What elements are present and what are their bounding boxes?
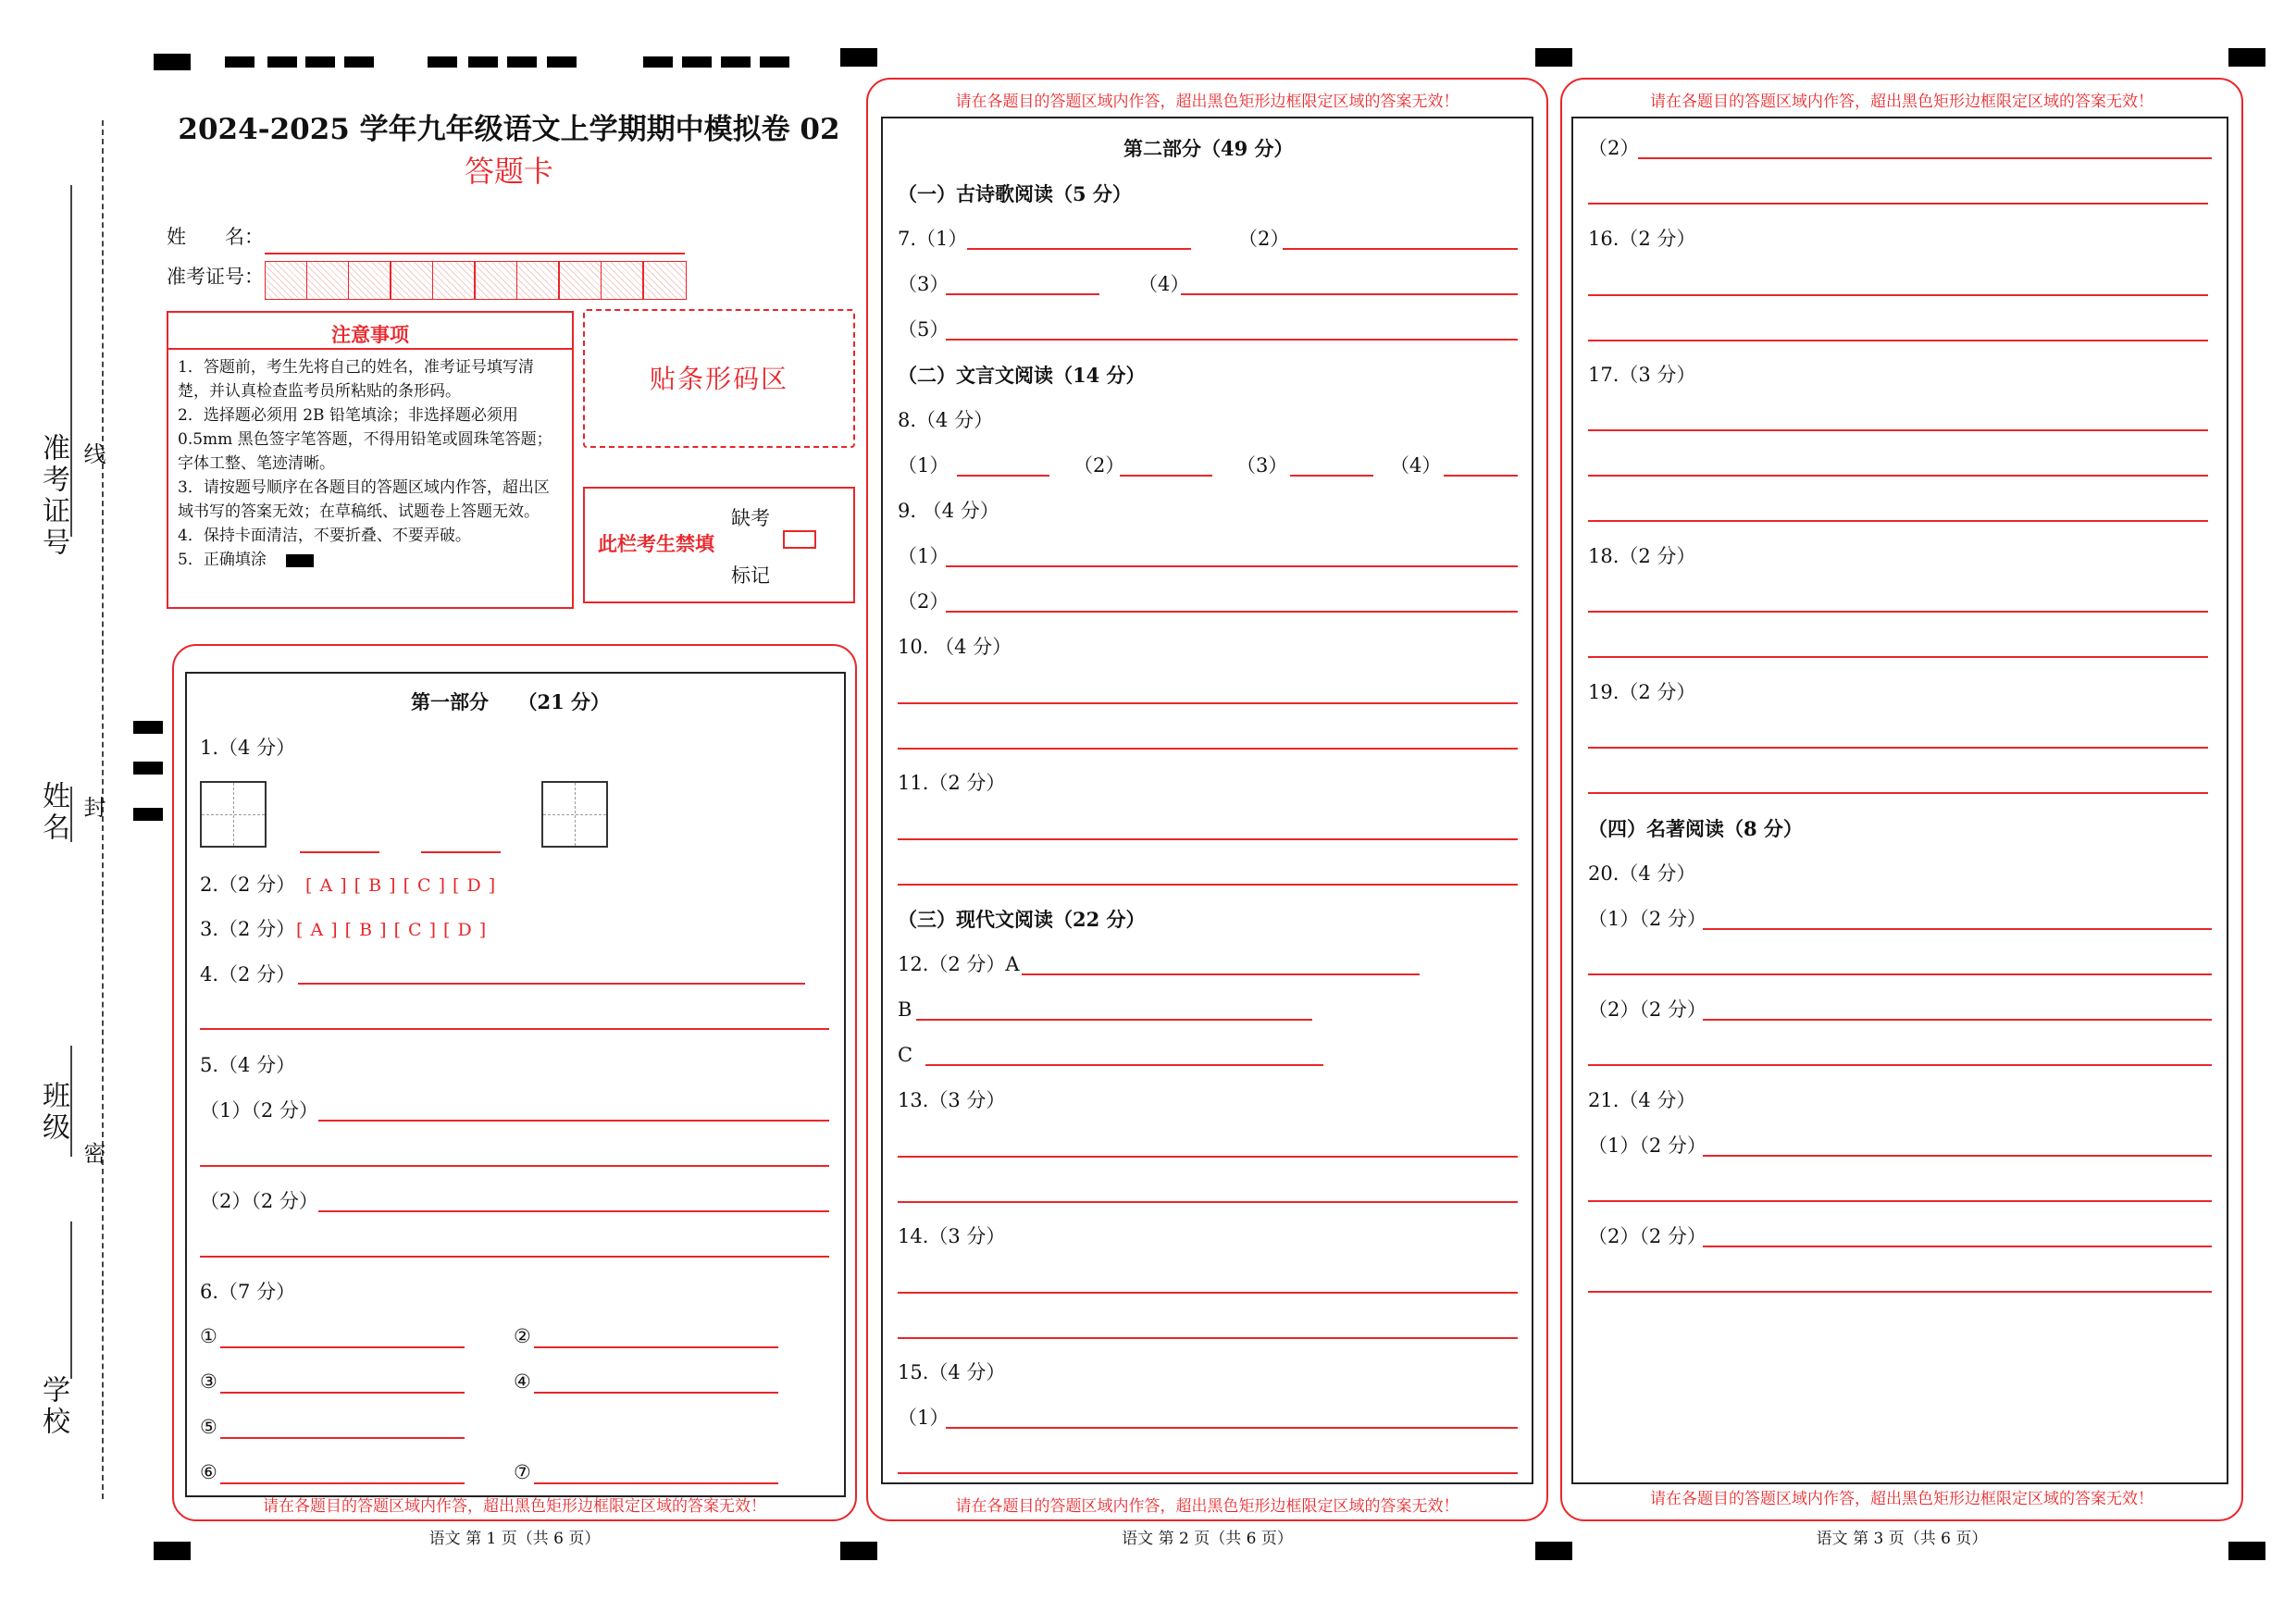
timing-mark (305, 56, 335, 68)
timing-mark (760, 56, 789, 68)
answer-line[interactable] (957, 475, 1049, 477)
binding-solid-line (70, 1221, 72, 1379)
answer-line[interactable] (1444, 475, 1518, 477)
timing-mark (643, 56, 673, 68)
absent-mark-box[interactable] (783, 530, 816, 549)
answer-line[interactable] (318, 1210, 829, 1212)
q15-1-label: （1） (898, 1407, 949, 1429)
seal-feng: 封 (80, 796, 105, 818)
answer-line[interactable] (1588, 1200, 2212, 1202)
answer-line[interactable] (1638, 157, 2212, 159)
answer-line[interactable] (925, 1064, 1323, 1066)
q6-mark-7: ⑦ (514, 1461, 531, 1483)
answer-line[interactable] (946, 565, 1518, 567)
answer-line[interactable] (946, 1427, 1518, 1429)
timing-mark (1535, 48, 1572, 67)
section1-title: （一）古诗歌阅读（5 分） (898, 182, 1132, 205)
q5-1-label: （1）（2 分） (200, 1099, 318, 1122)
part1-title: 第一部分 （21 分） (411, 690, 611, 713)
answer-line[interactable] (200, 1256, 829, 1258)
q14-label: 14.（3 分） (898, 1225, 1006, 1247)
timing-mark (154, 54, 191, 70)
answer-line[interactable] (898, 1156, 1518, 1158)
timing-mark (225, 56, 254, 68)
q6-mark-3: ③ (200, 1370, 217, 1393)
answer-line[interactable] (1588, 475, 2208, 477)
q8-sub-4: （4） (1390, 454, 1442, 477)
q9-1-label: （1） (898, 545, 949, 567)
timing-mark (682, 56, 712, 68)
part2-title: 第二部分（49 分） (1123, 137, 1294, 160)
answer-line[interactable] (1588, 340, 2208, 341)
answer-line[interactable] (1703, 1155, 2212, 1157)
answer-line[interactable] (534, 1392, 778, 1394)
answer-line[interactable] (1588, 203, 2208, 205)
timing-mark (133, 762, 163, 775)
answer-line[interactable] (898, 1337, 1518, 1339)
answer-line[interactable] (1588, 429, 2208, 431)
answer-line[interactable] (318, 1120, 829, 1122)
answer-line[interactable] (220, 1346, 465, 1348)
q20-1-label: （1）（2 分） (1588, 908, 1706, 930)
q8-sub-2: （2） (1074, 454, 1125, 477)
answer-line[interactable] (946, 293, 1099, 295)
q3-label: 3.（2 分） (200, 918, 296, 940)
q9-2-label: （2） (898, 590, 949, 613)
answer-line[interactable] (1588, 792, 2208, 794)
q6-mark-2: ② (514, 1325, 531, 1347)
q1-answer-line[interactable] (421, 851, 501, 853)
q15-2-label: （2） (1588, 137, 1640, 159)
timing-mark (344, 56, 374, 68)
q16-label: 16.（2 分） (1588, 228, 1696, 250)
answer-line[interactable] (916, 1019, 1312, 1021)
answer-line[interactable] (200, 1165, 829, 1167)
warning-text: 请在各题目的答题区域内作答，超出黑色矩形边框限定区域的答案无效！ (1650, 1490, 2153, 1508)
answer-line[interactable] (220, 1437, 465, 1439)
notice-item: 4．保持卡面清洁，不要折叠、不要弄破。 (178, 527, 471, 545)
name-label: 姓 名： (167, 226, 264, 248)
q5-label: 5.（4 分） (200, 1054, 296, 1076)
answer-card-subtitle: 答题卡 (464, 154, 553, 189)
char-box[interactable] (200, 781, 267, 848)
answer-line[interactable] (200, 1028, 829, 1030)
q12-b-label: B (898, 998, 912, 1021)
column3-answer-box (1571, 117, 2228, 1484)
q20-label: 20.（4 分） (1588, 862, 1696, 885)
answer-line[interactable] (1588, 294, 2208, 296)
notice-item: 1．答题前，考生先将自己的姓名，准考证号填写清楚，并认真检查监考员所粘贴的条形码。 (178, 358, 534, 401)
name-field[interactable] (265, 253, 685, 254)
q1-answer-line[interactable] (300, 851, 379, 853)
q7-5-label: （5） (898, 318, 949, 341)
q17-label: 17.（3 分） (1588, 364, 1696, 386)
notice-item: 3．请按题号顺序在各题目的答题区域内作答，超出区域书写的答案无效；在草稿纸、试题卷上答题无效。 (178, 478, 550, 521)
q6-mark-6: ⑥ (200, 1461, 217, 1483)
page-footer: 语文 第 1 页（共 6 页） (428, 1530, 601, 1548)
timing-mark (2228, 48, 2265, 67)
q4-label: 4.（2 分） (200, 963, 296, 986)
answer-line[interactable] (1588, 656, 2208, 658)
answer-line[interactable] (898, 1201, 1518, 1203)
seal-mi: 密 (80, 1142, 105, 1164)
column2-answer-box (881, 117, 1533, 1484)
answer-line[interactable] (1181, 293, 1518, 295)
section2-title: （二）文言文阅读（14 分） (898, 364, 1146, 387)
notice-item: 2．选择题必须用 2B 铅笔填涂；非选择题必须用 0.5mm 黑色签字笔答题，不得用铅笔或圆珠笔答题；字体工整、笔迹清晰。 (178, 406, 552, 473)
q2-label: 2.（2 分） (200, 874, 296, 896)
answer-line[interactable] (946, 339, 1518, 341)
answer-line[interactable] (534, 1482, 778, 1484)
q2-options[interactable]: [ A ] [ B ] [ C ] [ D ] (305, 875, 497, 896)
barcode-label: 贴条形码区 (649, 364, 788, 394)
q6-mark-1: ① (200, 1325, 217, 1347)
barcode-area (583, 309, 855, 448)
timing-mark (721, 56, 751, 68)
answer-line[interactable] (298, 983, 805, 985)
answer-line[interactable] (1588, 1291, 2212, 1293)
id-label: 准考证号： (167, 266, 264, 288)
absent-mark-top: 缺考 (731, 507, 770, 529)
answer-line[interactable] (967, 248, 1191, 250)
answer-line[interactable] (1588, 520, 2208, 522)
answer-line[interactable] (1588, 1064, 2212, 1066)
q18-label: 18.（2 分） (1588, 545, 1696, 567)
q9-label: 9. （4 分） (898, 500, 999, 522)
answer-line[interactable] (898, 702, 1518, 704)
q6-mark-5: ⑤ (200, 1416, 217, 1438)
absent-label: 此栏考生禁填 (598, 532, 714, 555)
page-title: 2024-2025 学年九年级语文上学期期中模拟卷 02 (178, 113, 840, 146)
answer-line[interactable] (1022, 973, 1420, 975)
q12-label: 12.（2 分）A (898, 953, 1020, 975)
binding-solid-line (70, 1046, 72, 1157)
timing-mark (547, 56, 577, 68)
timing-mark (840, 48, 877, 67)
answer-line[interactable] (534, 1346, 778, 1348)
answer-line[interactable] (1703, 1019, 2212, 1021)
answer-line[interactable] (898, 884, 1518, 886)
q21-2-label: （2）（2 分） (1588, 1225, 1706, 1247)
side-class-label: 班级 (37, 1081, 69, 1144)
warning-text: 请在各题目的答题区域内作答，超出黑色矩形边框限定区域的答案无效！ (955, 1497, 1459, 1516)
notice-item: 5．正确填涂 (178, 551, 267, 569)
q6-mark-4: ④ (514, 1370, 531, 1393)
section3-title: （三）现代文阅读（22 分） (898, 908, 1146, 931)
answer-line[interactable] (1703, 1246, 2212, 1247)
q6-label: 6.（7 分） (200, 1281, 296, 1303)
answer-line[interactable] (1283, 248, 1518, 250)
q7-2-label: （2） (1238, 228, 1290, 250)
answer-line[interactable] (898, 838, 1518, 840)
q8-sub-1: （1） (898, 454, 949, 477)
warning-text: 请在各题目的答题区域内作答，超出黑色矩形边框限定区域的答案无效！ (263, 1497, 766, 1516)
q10-label: 10. （4 分） (898, 636, 1012, 658)
answer-line[interactable] (1703, 928, 2212, 930)
answer-line[interactable] (946, 611, 1518, 613)
timing-mark (468, 56, 498, 68)
answer-line[interactable] (1588, 611, 2208, 613)
answer-line[interactable] (1120, 475, 1212, 477)
side-school-label: 学校 (37, 1375, 69, 1438)
q1-label: 1.（4 分） (200, 737, 296, 759)
q13-label: 13.（3 分） (898, 1089, 1006, 1111)
q3-options[interactable]: [ A ] [ B ] [ C ] [ D ] (296, 920, 488, 940)
timing-mark (133, 721, 163, 734)
seal-xian: 线 (80, 442, 105, 465)
side-id-label: 准考证号 (37, 433, 69, 559)
warning-text: 请在各题目的答题区域内作答，超出黑色矩形边框限定区域的答案无效！ (1650, 93, 2153, 111)
answer-line[interactable] (898, 1292, 1518, 1294)
char-box[interactable] (541, 781, 608, 848)
filled-mark-sample (286, 554, 314, 567)
warning-text: 请在各题目的答题区域内作答，超出黑色矩形边框限定区域的答案无效！ (955, 93, 1459, 111)
answer-line[interactable] (898, 748, 1518, 750)
q8-label: 8.（4 分） (898, 409, 994, 431)
section4-title: （四）名著阅读（8 分） (1588, 817, 1803, 840)
q15-label: 15.（4 分） (898, 1361, 1006, 1383)
answer-line[interactable] (220, 1392, 465, 1394)
notice-box (167, 311, 574, 609)
timing-mark (507, 56, 537, 68)
binding-solid-line (70, 185, 72, 537)
absent-box (583, 487, 855, 603)
notice-title: 注意事项 (331, 323, 409, 346)
q7-4-label: （4） (1138, 273, 1190, 295)
answer-line[interactable] (898, 1472, 1518, 1474)
q11-label: 11.（2 分） (898, 772, 1006, 794)
q21-1-label: （1）（2 分） (1588, 1134, 1706, 1157)
answer-line[interactable] (1588, 747, 2208, 749)
page-footer: 语文 第 2 页（共 6 页） (1122, 1530, 1293, 1548)
q19-label: 19.（2 分） (1588, 681, 1696, 703)
answer-line[interactable] (220, 1482, 465, 1484)
q7-3-label: （3） (898, 273, 949, 295)
q20-2-label: （2）（2 分） (1588, 998, 1706, 1021)
q7-label: 7.（1） (898, 228, 968, 250)
timing-mark (267, 56, 297, 68)
q5-2-label: （2）（2 分） (200, 1190, 318, 1212)
page-footer: 语文 第 3 页（共 6 页） (1816, 1530, 1988, 1548)
q12-c-label: C (898, 1044, 913, 1066)
absent-mark-bottom: 标记 (731, 564, 770, 587)
id-grid[interactable] (265, 261, 687, 300)
answer-line[interactable] (1588, 973, 2212, 975)
side-name-label: 姓名 (37, 781, 69, 844)
q8-sub-3: （3） (1236, 454, 1288, 477)
binding-solid-line (70, 787, 72, 842)
answer-line[interactable] (1290, 475, 1373, 477)
q21-label: 21.（4 分） (1588, 1089, 1696, 1111)
timing-mark (428, 56, 457, 68)
timing-mark (133, 808, 163, 821)
